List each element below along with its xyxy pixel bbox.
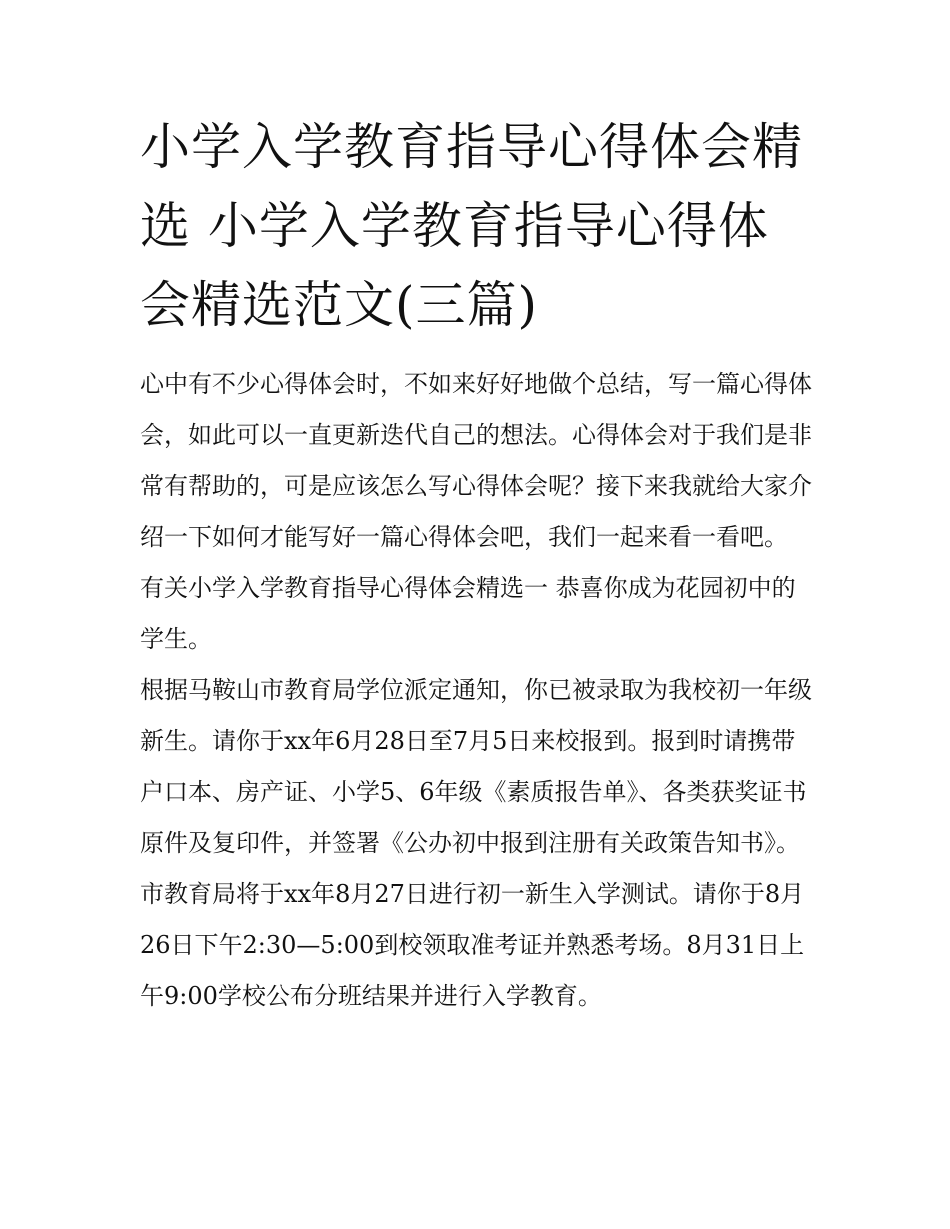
document-title: 小学入学教育指导心得体会精选 小学入学教育指导心得体会精选范文(三篇) — [140, 118, 803, 334]
section-heading-paragraph: 有关小学入学教育指导心得体会精选一 恭喜你成为花园初中的学生。 — [140, 574, 796, 653]
document-page — [140, 108, 815, 1022]
entrance-test-paragraph: 市教育局将于xx年8月27日进行初一新生入学测试。请你于8月26日下午2:30—5:00到校领取准考证并熟悉考场。8月31日上午9:00学校公布分班结果并进行入学教育。 — [140, 880, 805, 1010]
enrollment-notice-paragraph: 根据马鞍山市教育局学位派定通知，你已被录取为我校初一年级新生。请你于xx年6月28日至7月5日来校报到。报到时请携带户口本、房产证、小学5、6年级《素质报告单》、各类获奖证书原件及复印件，并签署《公办初中报到注册有关政策告知书》。 — [140, 676, 812, 857]
intro-paragraph: 心中有不少心得体会时，不如来好好地做个总结，写一篇心得体会，如此可以一直更新迭代自己的想法。心得体会对于我们是非常有帮助的，可是应该怎么写心得体会呢？接下来我就给大家介绍一下如何才能写好一篇心得体会吧，我们一起来看一看吧。 — [140, 370, 812, 551]
